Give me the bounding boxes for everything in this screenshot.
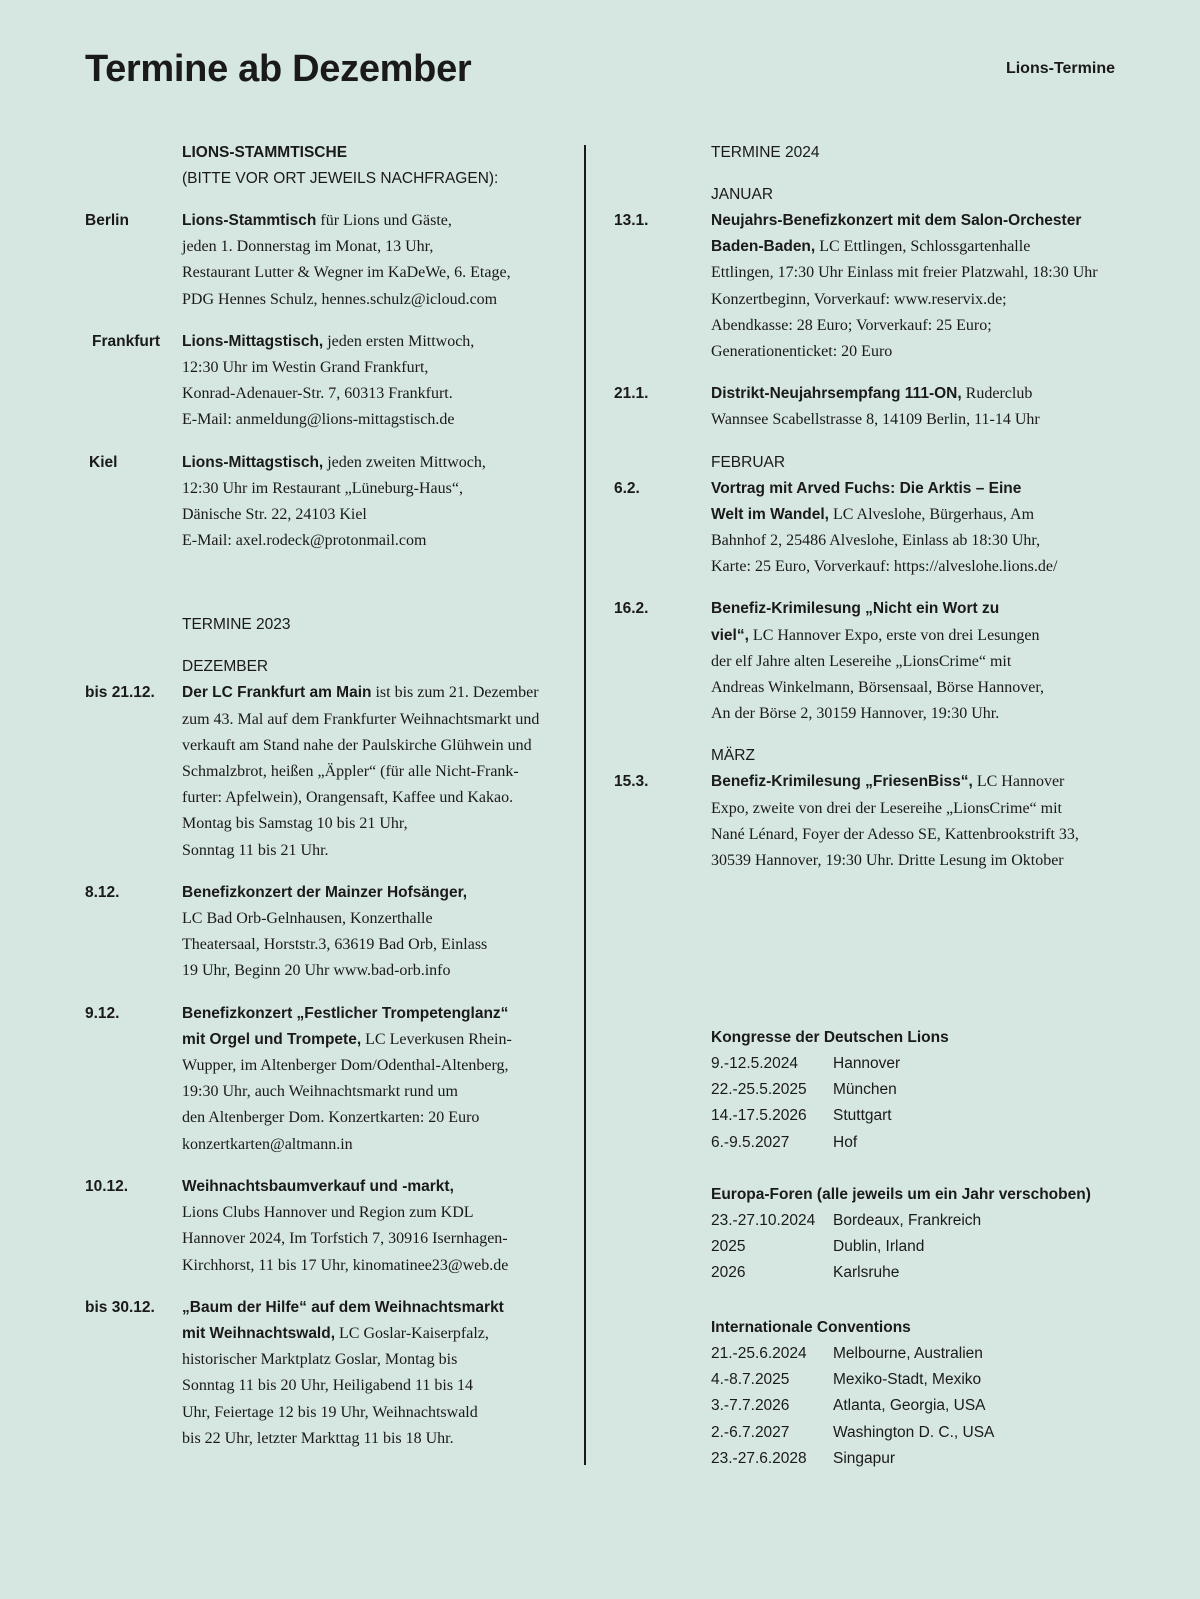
- event-text: [711, 208, 1134, 365]
- event-detail: Andreas Winkelmann, Börsensaal, Börse Hannover,: [711, 679, 1044, 697]
- event-date: 9.12.: [85, 1004, 120, 1022]
- event-detail: jeden ersten Mittwoch,: [323, 332, 475, 350]
- event-date: 15.3.: [614, 773, 649, 791]
- fixture-date: 2026: [711, 1264, 746, 1282]
- event-detail: Theatersaal, Horststr.3, 63619 Bad Orb, Einlass: [182, 936, 488, 954]
- fixture-place: Bordeaux, Frankreich: [833, 1212, 982, 1229]
- event-text: [182, 1295, 565, 1452]
- event-line: [182, 1321, 565, 1347]
- event-text: [182, 1174, 565, 1279]
- termine-2024-title: TERMINE 2024: [711, 144, 820, 161]
- fixture-date: 22.-25.5.2025: [711, 1081, 807, 1099]
- event-title: Benefiz-Krimilesung „FriesenBiss“,: [711, 773, 973, 791]
- stammtische-title: LIONS-STAMMTISCHE: [182, 144, 348, 161]
- event-detail: 30539 Hannover, 19:30 Uhr. Dritte Lesung im Oktober: [711, 852, 1064, 870]
- event-date: 13.1.: [614, 212, 649, 229]
- fixture-date: 23.-27.10.2024: [711, 1212, 816, 1229]
- stammtische-section: [85, 140, 565, 554]
- event-title: Vortrag mit Arved Fuchs: Die Arktis – Eine: [711, 479, 1022, 497]
- fixture-date: 3.-7.7.2026: [711, 1397, 790, 1415]
- event-title: Distrikt-Neujahrsempfang 111-ON,: [711, 385, 962, 403]
- event-line: [711, 502, 1134, 528]
- event-line: [182, 1295, 565, 1321]
- kongresse-list: [711, 1025, 1131, 1156]
- event-detail: LC Alveslohe, Bürgerhaus, Am: [828, 505, 1035, 523]
- event-entry: [85, 1174, 565, 1279]
- fixture-row: [711, 1103, 1131, 1129]
- event-entry: [614, 381, 1134, 433]
- event-detail: für Lions und Gäste,: [316, 212, 452, 229]
- event-detail: Generationenticket: 20 Euro: [711, 343, 893, 361]
- event-title: Benefizkonzert der Mainzer Hofsänger,: [182, 883, 468, 901]
- event-title: Der LC Frankfurt am Main: [182, 684, 372, 702]
- fixture-row: [711, 1341, 1131, 1367]
- event-line: [182, 1174, 565, 1200]
- event-text: [711, 596, 1134, 727]
- event-detail: E-Mail: anmeldung@lions-mittagstisch.de: [182, 411, 455, 429]
- fixture-date: 4.-8.7.2025: [711, 1371, 790, 1389]
- event-detail: Bahnhof 2, 25486 Alveslohe, Einlass ab 18:30 Uhr,: [711, 532, 1041, 550]
- event-entry: [614, 208, 1134, 365]
- event-detail: furter: Apfelwein), Orangensaft, Kaffee und Kakao.: [182, 789, 514, 807]
- fixture-row: [711, 1393, 1131, 1419]
- right-column: [614, 140, 1134, 874]
- fixture-place: Washington D. C., USA: [833, 1423, 995, 1441]
- event-title: Benefiz-Krimilesung „Nicht ein Wort zu: [711, 600, 1000, 618]
- fixture-place: Dublin, Irland: [833, 1238, 925, 1256]
- europa-title: Europa-Foren (alle jeweils um ein Jahr verschoben): [711, 1186, 1091, 1203]
- event-date: bis 30.12.: [85, 1298, 155, 1316]
- event-text: [182, 450, 565, 555]
- event-detail: Hannover 2024, Im Torfstich 7, 30916 Isernhagen-: [182, 1230, 508, 1248]
- event-text: [182, 208, 565, 313]
- event-detail: der elf Jahre alten Lesereihe „LionsCrime“ mit: [711, 652, 1012, 670]
- fixture-row: [711, 1420, 1131, 1446]
- event-detail: Konrad-Adenauer-Str. 7, 60313 Frankfurt.: [182, 385, 453, 403]
- event-detail: Ruderclub: [961, 385, 1033, 403]
- event-detail: bis 22 Uhr, letzter Markttag 11 bis 18 Uhr.: [182, 1429, 454, 1447]
- event-detail: Uhr, Feiertage 12 bis 19 Uhr, Weihnachtswald: [182, 1403, 478, 1421]
- event-detail: 19:30 Uhr, auch Weihnachtsmarkt rund um: [182, 1083, 458, 1101]
- event-detail: Montag bis Samstag 10 bis 21 Uhr,: [182, 815, 408, 833]
- page-title: Termine ab Dezember: [85, 48, 472, 90]
- event-detail: konzertkarten@altmann.in: [182, 1135, 353, 1153]
- event-date: Frankfurt: [92, 332, 161, 350]
- fixture-date: 9.-12.5.2024: [711, 1055, 799, 1072]
- event-line: [182, 1001, 565, 1027]
- fixture-place: Karlsruhe: [833, 1264, 900, 1282]
- fixture-place: Singapur: [833, 1449, 896, 1467]
- event-title: Weihnachtsbaumverkauf und -markt,: [182, 1177, 454, 1195]
- event-line: [711, 476, 1134, 502]
- event-date: bis 21.12.: [85, 684, 155, 702]
- event-entry: [614, 596, 1134, 727]
- event-title: mit Weihnachtswald,: [182, 1324, 336, 1342]
- termine-2023-title: TERMINE 2023: [182, 616, 291, 634]
- event-date: Kiel: [89, 453, 118, 471]
- event-title: Benefizkonzert „Festlicher Trompetenglanz“: [182, 1004, 509, 1022]
- termine-2023-list: [85, 680, 565, 1451]
- event-detail: An der Börse 2, 30159 Hannover, 19:30 Uhr.: [711, 705, 1000, 723]
- stammtische-subtitle: (BITTE VOR ORT JEWEILS NACHFRAGEN):: [182, 170, 499, 187]
- event-entry: [85, 450, 565, 555]
- termine-2024-list: [614, 182, 1134, 874]
- event-text: [182, 1001, 565, 1158]
- event-detail: Nané Lénard, Foyer der Adesso SE, Kattenbrookstrift 33,: [711, 825, 1079, 843]
- fixture-row: [711, 1208, 1131, 1234]
- event-line: [182, 680, 565, 706]
- event-line: [711, 596, 1134, 622]
- event-line: [711, 623, 1134, 649]
- fixture-row: [711, 1446, 1131, 1472]
- event-date: 8.12.: [85, 883, 120, 901]
- event-line: [711, 381, 1134, 407]
- termine-2023-section: [85, 612, 565, 1451]
- fixture-row: [711, 1051, 1131, 1077]
- event-detail: 12:30 Uhr im Restaurant „Lüneburg-Haus“,: [182, 479, 463, 497]
- fixture-place: München: [833, 1081, 897, 1099]
- fixture-place: Atlanta, Georgia, USA: [833, 1397, 986, 1415]
- event-title: Neujahrs-Benefizkonzert mit dem Salon-Orchester: [711, 212, 1082, 229]
- fixture-date: 21.-25.6.2024: [711, 1345, 807, 1362]
- event-detail: den Altenberger Dom. Konzertkarten: 20 Euro: [182, 1109, 480, 1127]
- event-title: viel“,: [711, 626, 749, 644]
- event-date: 6.2.: [614, 479, 640, 497]
- event-line: [182, 450, 565, 476]
- fixture-place: Hof: [833, 1133, 858, 1151]
- event-text: [711, 476, 1134, 581]
- fixture-date: 2.-6.7.2027: [711, 1423, 790, 1441]
- fixture-place: Melbourne, Australien: [833, 1345, 983, 1362]
- event-detail: 19 Uhr, Beginn 20 Uhr www.bad-orb.info: [182, 962, 451, 980]
- event-detail: Restaurant Lutter & Wegner im KaDeWe, 6. Etage,: [182, 264, 511, 282]
- event-detail: Schmalzbrot, heißen „Äppler“ (für alle Nicht-Frank-: [182, 763, 519, 781]
- month-heading: FEBRUAR: [711, 453, 786, 471]
- month-heading: JANUAR: [711, 186, 774, 203]
- event-detail: Lions Clubs Hannover und Region zum KDL: [182, 1204, 474, 1222]
- fixture-place: Mexiko-Stadt, Mexiko: [833, 1371, 982, 1389]
- event-text: [182, 680, 565, 863]
- conventions-list: [711, 1315, 1131, 1472]
- fixture-row: [711, 1234, 1131, 1260]
- event-detail: PDG Hennes Schulz, hennes.schulz@icloud.com: [182, 290, 498, 308]
- event-detail: zum 43. Mal auf dem Frankfurter Weihnachtsmarkt und: [182, 710, 540, 728]
- kongresse-title: Kongresse der Deutschen Lions: [711, 1029, 949, 1046]
- event-entry: [85, 880, 565, 985]
- event-line: [711, 234, 1134, 260]
- event-detail: Dänische Str. 22, 24103 Kiel: [182, 506, 367, 524]
- event-detail: Abendkasse: 28 Euro; Vorverkauf: 25 Euro;: [711, 316, 992, 334]
- fixture-date: 23.-27.6.2028: [711, 1449, 807, 1467]
- left-column: [85, 140, 565, 1452]
- event-detail: LC Goslar-Kaiserpfalz,: [335, 1324, 489, 1342]
- event-date: Berlin: [85, 212, 129, 229]
- fixture-date: 2025: [711, 1238, 746, 1256]
- event-detail: verkauft am Stand nahe der Paulskirche Glühwein und: [182, 736, 532, 754]
- fixture-row: [711, 1367, 1131, 1393]
- section-label: Lions-Termine: [1005, 60, 1115, 77]
- event-title: „Baum der Hilfe“ auf dem Weihnachtsmarkt: [182, 1298, 504, 1316]
- event-detail: Kirchhorst, 11 bis 17 Uhr, kinomatinee23@web.de: [182, 1256, 509, 1274]
- event-detail: E-Mail: axel.rodeck@protonmail.com: [182, 532, 427, 550]
- event-date: 10.12.: [85, 1177, 129, 1195]
- event-line: [711, 769, 1134, 795]
- fixture-row: [711, 1260, 1131, 1286]
- event-line: [182, 208, 565, 234]
- fixture-place: Stuttgart: [833, 1107, 892, 1125]
- event-date: 16.2.: [614, 600, 649, 618]
- fixture-row: [711, 1130, 1131, 1156]
- event-entry: [85, 329, 565, 434]
- fixture-date: 14.-17.5.2026: [711, 1107, 807, 1125]
- event-title: Lions-Mittagstisch,: [182, 453, 324, 471]
- event-text: [711, 769, 1134, 874]
- event-date: 21.1.: [614, 385, 649, 403]
- event-detail: Expo, zweite von drei der Lesereihe „LionsCrime“ mit: [711, 799, 1062, 817]
- event-detail: LC Ettlingen, Schlossgartenhalle: [815, 238, 1031, 256]
- event-detail: Ettlingen, 17:30 Uhr Einlass mit freier Platzwahl, 18:30 Uhr: [711, 264, 1098, 282]
- event-line: [182, 1027, 565, 1053]
- conventions-title: Internationale Conventions: [711, 1319, 911, 1336]
- event-detail: Wannsee Scabellstrasse 8, 14109 Berlin, 11-14 Uhr: [711, 411, 1040, 429]
- event-detail: jeden 1. Donnerstag im Monat, 13 Uhr,: [182, 238, 434, 256]
- event-detail: Sonntag 11 bis 21 Uhr.: [182, 841, 329, 859]
- event-title: Baden-Baden,: [711, 238, 816, 256]
- event-title: Lions-Mittagstisch,: [182, 332, 324, 350]
- event-detail: Karte: 25 Euro, Vorverkauf: https://alveslohe.lions.de/: [711, 558, 1058, 576]
- event-entry: [614, 476, 1134, 581]
- event-entry: [85, 1295, 565, 1452]
- event-detail: historischer Marktplatz Goslar, Montag bis: [182, 1351, 458, 1369]
- event-detail: Wupper, im Altenberger Dom/Odenthal-Altenberg,: [182, 1057, 509, 1075]
- event-text: [182, 880, 565, 985]
- event-entry: [85, 680, 565, 863]
- event-detail: LC Hannover Expo, erste von drei Lesungen: [748, 626, 1040, 644]
- event-line: [711, 208, 1134, 234]
- event-detail: jeden zweiten Mittwoch,: [323, 453, 486, 471]
- month-dezember: DEZEMBER: [182, 658, 269, 676]
- event-detail: LC Hannover: [972, 773, 1065, 791]
- fixture-row: [711, 1077, 1131, 1103]
- event-detail: Konzertbeginn, Vorverkauf: www.reservix.de;: [711, 290, 1007, 308]
- event-detail: ist bis zum 21. Dezember: [371, 684, 539, 702]
- event-detail: Sonntag 11 bis 20 Uhr, Heiligabend 11 bis 14: [182, 1377, 474, 1395]
- event-detail: LC Bad Orb-Gelnhausen, Konzerthalle: [182, 910, 433, 928]
- stammtische-list: [85, 208, 565, 554]
- europa-foren-list: [711, 1182, 1131, 1287]
- event-title: mit Orgel und Trompete,: [182, 1030, 362, 1048]
- event-title: Lions-Stammtisch: [182, 212, 317, 229]
- fixture-date: 6.-9.5.2027: [711, 1133, 790, 1151]
- event-line: [182, 329, 565, 355]
- event-line: [182, 880, 565, 906]
- event-detail: LC Leverkusen Rhein-: [361, 1030, 512, 1048]
- event-entry: [85, 1001, 565, 1158]
- event-title: Welt im Wandel,: [711, 505, 829, 523]
- month-heading: MÄRZ: [711, 747, 755, 765]
- event-text: [711, 381, 1134, 433]
- fixture-place: Hannover: [833, 1055, 901, 1072]
- event-detail: 12:30 Uhr im Westin Grand Frankfurt,: [182, 359, 429, 377]
- event-entry: [85, 208, 565, 313]
- event-text: [182, 329, 565, 434]
- event-entry: [614, 769, 1134, 874]
- column-divider: [584, 145, 586, 1465]
